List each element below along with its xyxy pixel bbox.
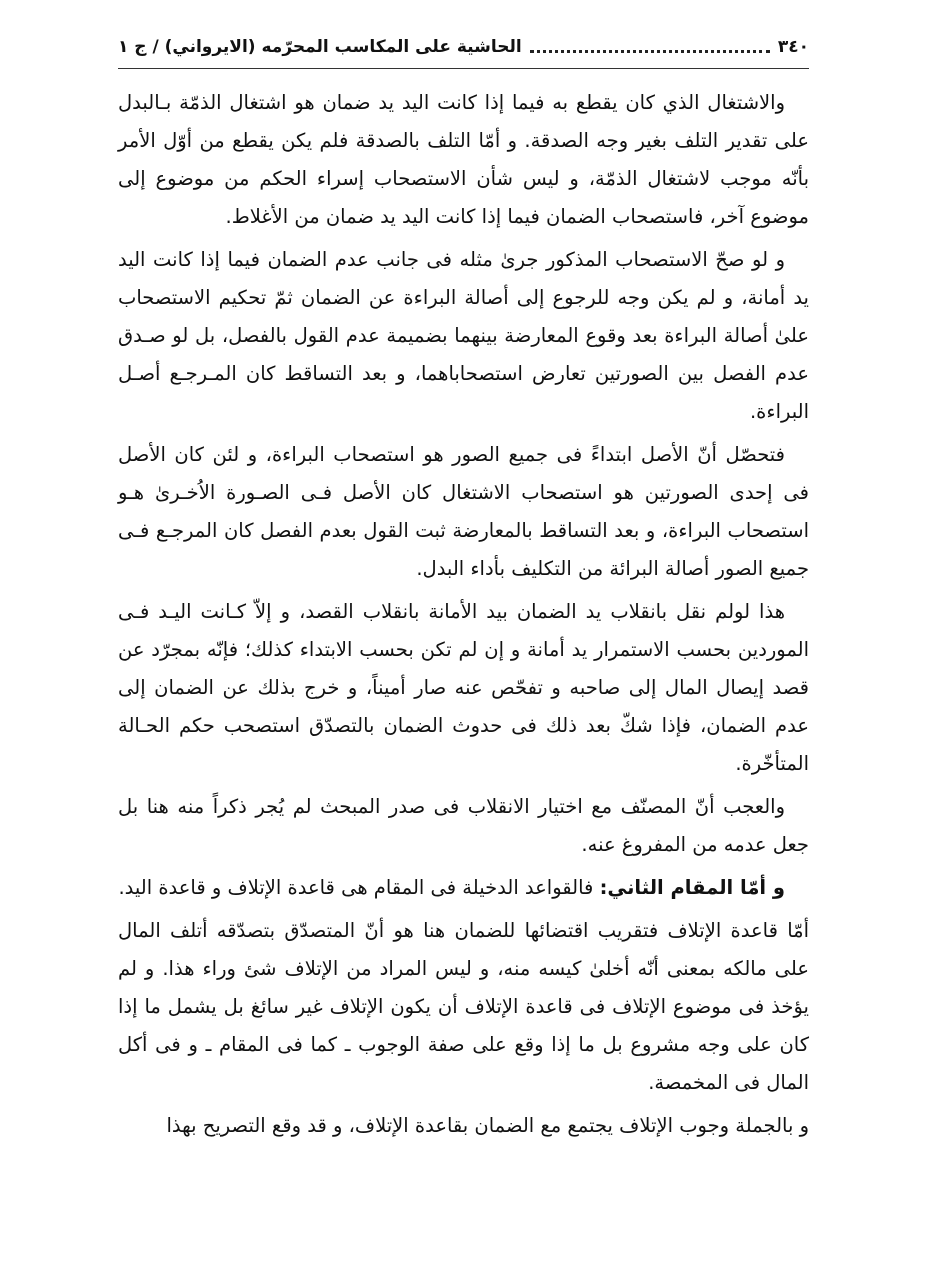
paragraph-8 [118, 1107, 809, 1145]
paragraph-text: فتحصّل أنّ الأصل ابتداءً فى جميع الصور هو استصحاب البراءة، و لئن كان الأصل فى إحدى الصورتين هو استصحاب الاشتغال كان الأصل فـى الصـورة الاُخـرىٰ هـو استصحاب البراءة، و بعد التساقط بالمعارضة ثبت القول بعدم الفصل كان المرجـع فـى جميع الصور أصالة البرائة من التكليف بأداء البدل. [118, 443, 809, 580]
paragraph-4 [118, 593, 809, 783]
paragraph-2 [118, 241, 809, 431]
paragraph-text: و بالجملة وجوب الإتلاف يجتمع مع الضمان بقاعدة الإتلاف، و قد وقع التصريح بهذا [166, 1114, 809, 1137]
page-header [118, 32, 809, 62]
section-lead: و أمّا المقام الثاني: [599, 876, 785, 899]
paragraph-1 [118, 84, 809, 236]
paragraph-text: أمّا قاعدة الإتلاف فتقريب اقتضائها للضمان هنا هو أنّ المتصدّق بتصدّقه أتلف المال على مالكه بمعنى أنّه أخلىٰ كيسه منه، و ليس المراد من الإتلاف شئ وراء هذا. و لم يؤخذ فى موضوع الإتلاف فى قاعدة الإتلاف أن يكون الإتلاف غير سائغ بل يشمل ما إذا كان على وجه مشروع بل ما إذا وقع على صفة الوجوب ـ كما فى المقام ـ و فى أكل المال فى المخمصة. [118, 919, 809, 1094]
header-rule [118, 68, 809, 69]
page-number: ٣٤٠ [777, 37, 809, 57]
running-title: الحاشية على المكاسب المحرّمه (الايرواني) / ج ١ [118, 37, 522, 57]
paragraph-3 [118, 436, 809, 588]
paragraph-6 [118, 869, 809, 907]
header-dot-leader [530, 42, 770, 53]
paragraph-text: والعجب أنّ المصنّف مع اختيار الانقلاب فى صدر المبحث لم يُجر ذكراً منه هنا بل جعل عدمه من المفروغ عنه. [118, 795, 809, 856]
body-text [118, 84, 809, 1150]
paragraph-text: و لو صحّ الاستصحاب المذكور جرىٰ مثله فى جانب عدم الضمان فيما إذا كانت اليد يد أمانة، و لم يكن وجه للرجوع إلى أصالة البراءة عن الضمان ثمّ تحكيم الاستصحاب علىٰ أصالة البراءة بعد وقوع المعارضة بينهما بضميمة عدم القول بالفصل، بل لو صـدق عدم الفصل بين الصورتين تعارض استصحاباهما، و بعد التساقط كان المـرجـع أصـل البراءة. [118, 248, 809, 423]
paragraph-text: هذا لولم نقل بانقلاب يد الضمان بيد الأمانة بانقلاب القصد، و إلاّ كـانت اليـد فـى الموردين بحسب الاستمرار يد أمانة و إن لم تكن بحسب الابتداء كذلك؛ فإنّه بمجرّد عن قصد إيصال المال إلى صاحبه و تفحّص عنه صار أميناً، و خرج بذلك عن الضمان إلى عدم الضمان، فإذا شكّ بعد ذلك فى حدوث الضمان بالتصدّق استصحب حكم الحـالة المتأخّرة. [118, 600, 809, 775]
paragraph-7 [118, 912, 809, 1102]
paragraph-text: والاشتغال الذي كان يقطع به فيما إذا كانت اليد يد ضمان هو اشتغال الذمّة بـالبدل على تقدير التلف بغير وجه الصدقة. و أمّا التلف بالصدقة فلم يكن يقطع من أوّل الأمر بأنّه موجب لاشتغال الذمّة، و ليس شأن الاستصحاب إسراء الحكم من موضوع إلى موضوع آخر، فاستصحاب الضمان فيما إذا كانت اليد يد ضمان من الأغلاط. [118, 91, 809, 228]
paragraph-5 [118, 788, 809, 864]
paragraph-text: فالقواعد الدخيلة فى المقام هى قاعدة الإتلاف و قاعدة اليد. [118, 876, 600, 899]
